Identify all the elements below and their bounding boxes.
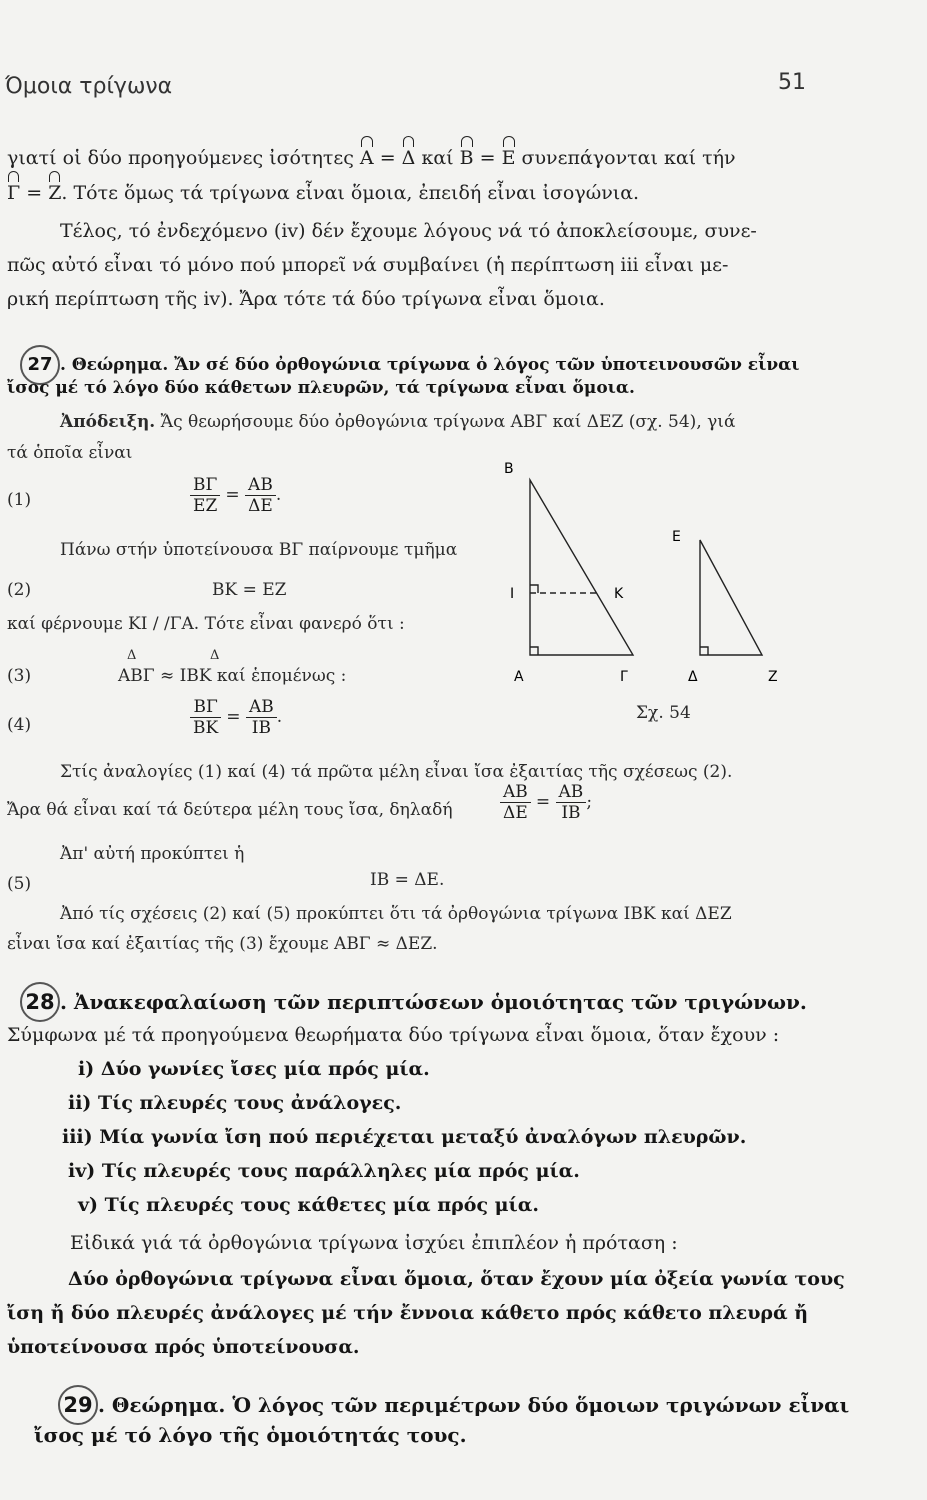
eq-1: $\frac{B\Gamma}{EZ}$ = $\frac{AB}{\Delta E}$ . [190,475,281,516]
figure-54 [500,455,800,725]
proof-text-d: Ἄρα θά εἶναι καί τά δεύτερα μέλη τους ἴσα, δηλαδή [7,800,453,820]
eq-4: $\frac{B\Gamma}{BK}$ = $\frac{AB}{IB}$ . [190,697,282,738]
eq-2: ΒΚ = ΕΖ [212,580,287,600]
theorem-27-number: 27 [20,345,60,385]
proof-text-b: καί φέρνουμε ΚΙ / /ΓΑ. Τότε εἶναι φανερό ὅτι : [7,614,405,634]
theorem-27-statement: ἴσος μέ τό λόγο δύο κάθετων πλευρῶν, τά τρίγωνα εἶναι ὅμοια. [7,378,635,398]
case-item: v) Τίς πλευρές τους κάθετες μία πρός μία. [78,1194,539,1216]
triangle-DEZ [700,540,762,655]
section-28-intro: Σύμφωνα μέ τά προηγούμενα θεωρήματα δύο τρίγωνα εἶναι ὅμοια, ὅταν ἔχουν : [7,1024,780,1046]
label-E: Ε [672,529,681,545]
label-K: Κ [614,586,624,602]
proof-text-a: Πάνω στήν ὑποτείνουσα ΒΓ παίρνουμε τμῆμα [60,540,458,560]
theorem-29-heading: 29 . Θεώρημα. Ὁ λόγος τῶν περιμέτρων δύο ὅμοιων τριγώνων εἶναι [58,1385,849,1425]
triangle-mark-2: Δ [210,648,220,663]
intro-line-5: ρική περίπτωση τῆς iv). Ἄρα τότε τά δύο τρίγωνα εἶναι ὅμοια. [7,288,605,310]
proof-text-c: Στίς ἀναλογίες (1) καί (4) τά πρῶτα μέλη εἶναι ἴσα ἐξαιτίας τῆς σχέσεως (2). [60,762,733,782]
section-28-note: Εἰδικά γιά τά ὀρθογώνια τρίγωνα ἰσχύει ἐπιπλέον ἡ πρόταση : [70,1232,678,1254]
eq-3-label: (3) [7,666,32,686]
right-angle-A [530,647,538,655]
triangle-ABG [530,480,633,655]
eq-1-label: (1) [7,490,32,510]
eq-5-label: (5) [7,874,32,894]
proof-line-1: Ἀπόδειξη. Ἄς θεωρήσουμε δύο ὀρθογώνια τρίγωνα ΑΒΓ καί ΔΕΖ (σχ. 54), γιά [60,412,736,432]
eq-5: ΙΒ = ΔΕ. [370,870,445,890]
intro-line-3: Τέλος, τό ἐνδεχόμενο (iv) δέν ἔχουμε λόγους νά τό ἀποκλείσουμε, συνε- [60,220,757,242]
proof-text-f: Ἀπό τίς σχέσεις (2) καί (5) προκύπτει ὅτι τά ὀρθογώνια τρίγωνα ΙΒΚ καί ΔΕΖ [60,904,732,924]
intro-line-4: πῶς αὐτό εἶναι τό μόνο πού μπορεῖ νά συμβαίνει (ἡ περίπτωση iii εἶναι με- [7,254,729,276]
triangle-mark-1: Δ [127,648,137,663]
right-angle-D [700,647,708,655]
label-D: Δ [688,669,698,685]
case-item: iv) Τίς πλευρές τους παράλληλες μία πρός μία. [68,1160,580,1182]
label-G: Γ [620,669,628,685]
case-item: ii) Τίς πλευρές τους ἀνάλογες. [68,1092,402,1114]
figure-caption: Σχ. 54 [636,703,691,723]
theorem-29-number: 29 [58,1385,98,1425]
label-I: Ι [510,586,515,602]
proof-text-g: εἶναι ἴσα καί ἐξαιτίας τῆς (3) ἔχουμε ΑΒΓ ≈ ΔΕΖ. [7,934,438,954]
section-28-heading: 28 . Ἀνακεφαλαίωση τῶν περιπτώσεων ὁμοιότητας τῶν τριγώνων. [20,982,807,1022]
right-triangle-rule-1: Δύο ὀρθογώνια τρίγωνα εἶναι ὅμοια, ὅταν ἔχουν μία ὀξεία γωνία τους [68,1268,845,1290]
proof-text-e: Ἀπ' αὐτή προκύπτει ἡ [60,844,245,864]
label-A: Α [514,669,524,685]
intro-line-1: γιατί οἱ δύο προηγούμενες ἰσότητες Α = Δ καί Β = Ε συνεπάγονται καί τήν [7,147,736,169]
label-Z: Ζ [768,669,778,685]
proof-line-2: τά ὁποῖα εἶναι [7,443,133,463]
intro-line-2: Γ = Ζ. Τότε ὅμως τά τρίγωνα εἶναι ὅμοια, ἐπειδή εἶναι ἰσογώνια. [7,182,640,204]
right-angle-I [530,585,538,593]
section-28-number: 28 [20,982,60,1022]
right-triangle-rule-3: ὑποτείνουσα πρός ὑποτείνουσα. [7,1336,360,1358]
eq-4-label: (4) [7,715,32,735]
frac-d: $\frac{AB}{\Delta E}$ = $\frac{AB}{IB}$ ; [500,782,592,823]
theorem-29-statement: ἴσος μέ τό λόγο τῆς ὁμοιότητάς τους. [34,1423,467,1447]
page-number: 51 [778,70,806,95]
running-title: Όμοια τρίγωνα [5,74,173,99]
label-B: Β [504,461,514,477]
theorem-27-heading: 27 . Θεώρημα. Ἄν σέ δύο ὀρθογώνια τρίγωνα ὁ λόγος τῶν ὑποτεινουσῶν εἶναι [20,345,799,385]
eq-2-label: (2) [7,580,32,600]
eq-3: ΑΒΓ ≈ ΙΒΚ καί ἑπομένως : [118,666,347,686]
case-item: i) Δύο γωνίες ἴσες μία πρός μία. [78,1058,430,1080]
case-item: iii) Μία γωνία ἴση πού περιέχεται μεταξύ ἀναλόγων πλευρῶν. [62,1126,747,1148]
right-triangle-rule-2: ἴση ἤ δύο πλευρές ἀνάλογες μέ τήν ἔννοια κάθετο πρός κάθετο πλευρά ἤ [7,1302,809,1324]
